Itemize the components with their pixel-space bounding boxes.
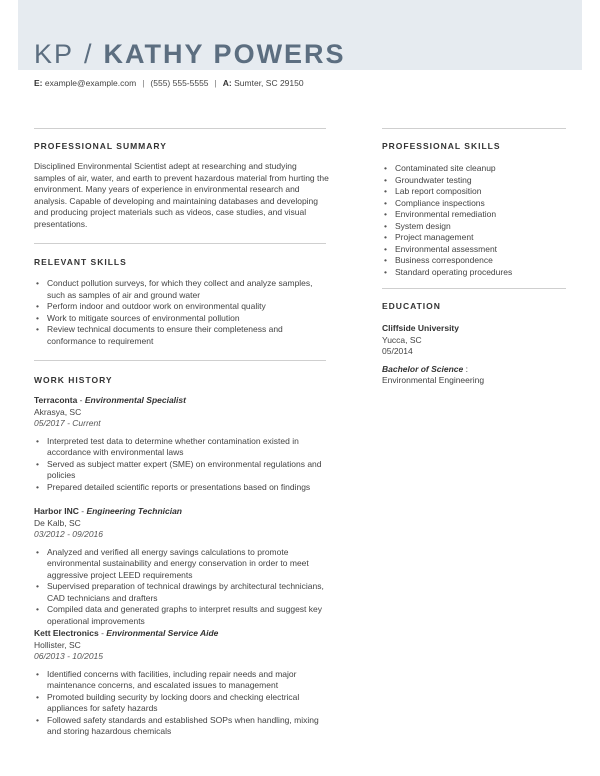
job-dates: 03/2012 - 09/2016 [34,529,104,539]
education-entry [382,323,582,387]
list-item: • Compiled data and generated graphs to interpret results and suggest key operational improvements [34,604,334,627]
list-item: • Perform indoor and outdoor work on environmental quality [34,301,330,313]
education-date: 05/2014 [382,346,413,356]
address-value: Sumter, SC 29150 [234,78,304,88]
relevant-skills-heading: RELEVANT SKILLS [34,257,127,267]
contact-divider: | [142,78,145,88]
section-divider [382,288,566,289]
job-dash: - [78,506,87,516]
section-divider [34,360,326,361]
education-school: Cliffside University [382,323,459,333]
summary-heading: PROFESSIONAL SUMMARY [34,141,167,151]
list-item: • Served as subject matter expert (SME) on environmental regulations and policies [34,459,334,482]
section-divider [382,128,566,129]
candidate-name [34,38,346,70]
job-bullets [34,547,334,628]
contact-line [34,78,304,88]
list-item: • Analyzed and verified all energy savings calculations to promote environmental sustainability and energy conservation in order to meet aggressive project LEED requirements [34,547,334,582]
list-item: • Compliance inspections [382,198,582,210]
list-item: • Identified concerns with facilities, including repair needs and major maintenance concerns, and escalated issues to management [34,669,334,692]
list-item: • Project management [382,232,582,244]
list-item: • Prepared detailed scientific reports or presentations based on findings [34,482,334,494]
contact-divider: | [214,78,217,88]
professional-skills-list [382,163,582,278]
list-item: • Supervised preparation of technical drawings by architectural technicians, CAD technicians and drafters [34,581,334,604]
relevant-skills-list [34,278,330,347]
job-location: De Kalb, SC [34,517,81,528]
phone-value: (555) 555-5555 [150,78,209,88]
list-item: • Standard operating procedures [382,267,582,279]
job-entry [34,628,334,738]
job-location: Akrasya, SC [34,406,82,417]
address-label: A: [222,78,232,88]
education-heading: EDUCATION [382,301,441,311]
work-history-heading: WORK HISTORY [34,375,113,385]
summary-text: Disciplined Environmental Scientist adept at researching and studying samples of air, water, and earth to prevent hazardous material from hurting the environment. Many years of experience in environmental research and analysis. Capable of developing and maintaining databases and developing and producing project materials such as videos, case studies, and visual presentations. [34,161,329,229]
job-dates: 06/2013 - 10/2015 [34,651,104,661]
job-dates: 05/2017 - Current [34,418,101,428]
professional-skills-heading: PROFESSIONAL SKILLS [382,141,501,151]
list-item: • Promoted building security by locking doors and checking electrical appliances for safety hazards [34,692,334,715]
email-label: E: [34,78,43,88]
section-divider [34,128,326,129]
education-degree-suffix: : [463,363,468,374]
list-item: • Environmental remediation [382,209,582,221]
list-item: • Lab report composition [382,186,582,198]
list-item: • Contaminated site cleanup [382,163,582,175]
list-item: • System design [382,221,582,233]
job-title: Engineering Technician [86,506,183,516]
list-item: • Work to mitigate sources of environmental pollution [34,313,330,325]
job-employer: Terraconta [34,395,78,405]
job-bullets [34,669,334,738]
job-employer: Kett Electronics [34,628,99,638]
list-item: • Review technical documents to ensure their completeness and conformance to requirement [34,324,330,347]
job-title: Environmental Specialist [84,395,186,405]
section-divider [34,243,326,244]
email-value: example@example.com [44,78,137,88]
education-field: Environmental Engineering [382,375,485,385]
job-bullets [34,436,334,494]
name-separator: / [84,39,94,69]
name-initials: KP [34,39,75,69]
list-item: • Followed safety standards and established SOPs when handling, mixing and storing hazardous chemicals [34,715,334,738]
job-location: Hollister, SC [34,639,81,650]
list-item: • Business correspondence [382,255,582,267]
list-item: • Groundwater testing [382,175,582,187]
job-employer: Harbor INC [34,506,79,516]
list-item: • Conduct pollution surveys, for which they collect and analyze samples, such as samples of air and ground water [34,278,330,301]
job-title: Environmental Service Aide [106,628,219,638]
education-location: Yucca, SC [382,334,422,345]
job-entry [34,395,334,493]
education-degree: Bachelor of Science [382,363,464,374]
list-item: • Interpreted test data to determine whether contamination existed in accordance with environmental laws [34,436,334,459]
job-entry [34,506,334,627]
job-dash: - [98,628,107,638]
job-dash: - [77,395,85,405]
list-item: • Environmental assessment [382,244,582,256]
name-full: KATHY POWERS [103,39,346,69]
